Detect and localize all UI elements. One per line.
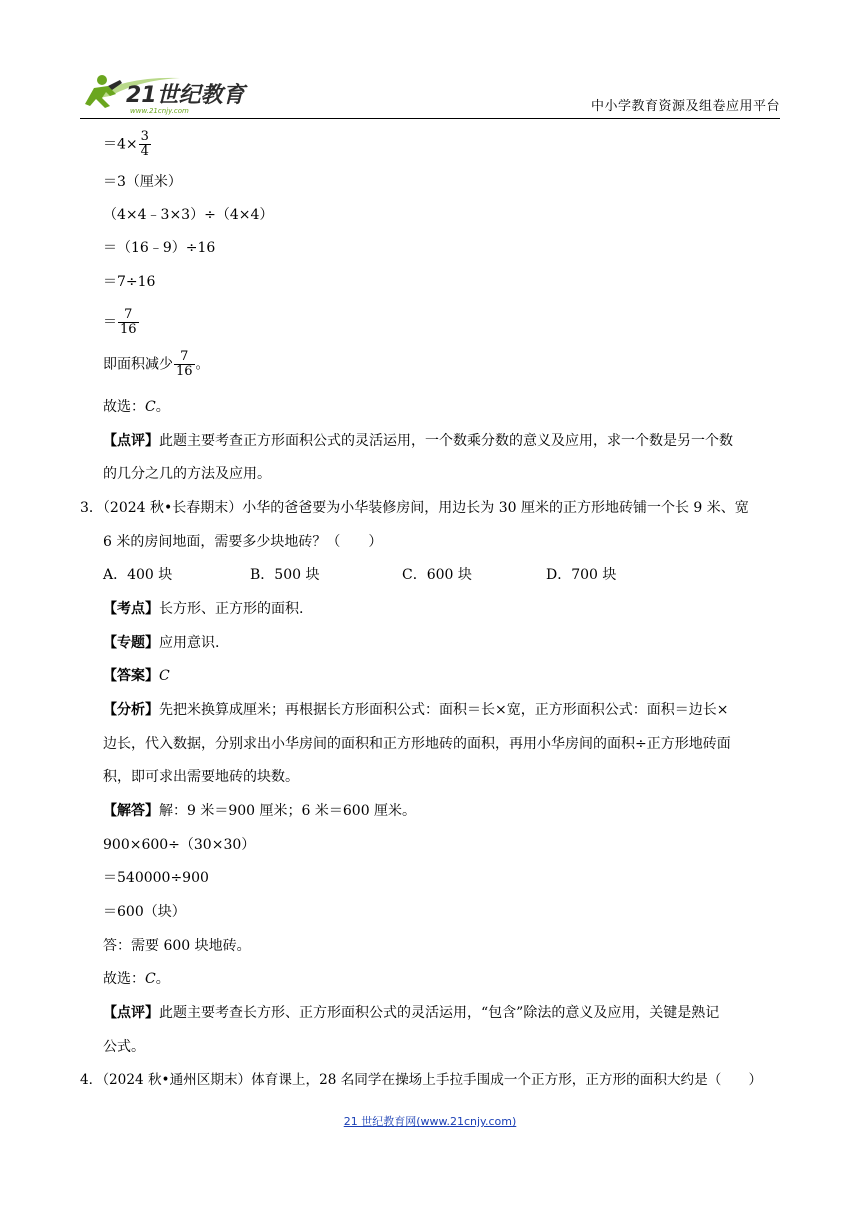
solution-answer: 答：需要 600 块地砖。 <box>103 938 251 954</box>
comment-2-line-2: 公式。 <box>103 1039 145 1055</box>
question-3-line-1: 3．（2024 秋•长春期末）小华的爸爸要为小华装修房间，用边长为 30 厘米的正方形地砖铺一个长 9 米、宽 <box>80 500 749 516</box>
option-d: D．700 块 <box>546 567 617 583</box>
kaodian-line: 【考点】长方形、正方形的面积. <box>103 601 304 617</box>
choice-line-2: 故选：C。 <box>103 971 170 987</box>
calc-line-6: ＝ $\frac{7}{16}$ <box>103 307 137 337</box>
solution-step-2: ＝540000÷900 <box>103 870 209 886</box>
page-header <box>80 66 780 119</box>
comment-line-2: 的几分之几的方法及应用。 <box>103 466 271 482</box>
calc-line-1: ＝4× $\frac{3}{4}$ <box>103 129 149 159</box>
fraction: $\frac{7}{16}$ <box>120 307 137 337</box>
platform-name: 中小学教育资源及组卷应用平台 <box>590 99 780 114</box>
footer-link[interactable]: 21 世纪教育网(www.21cnjy.com) <box>343 1115 517 1128</box>
analysis-line-1: 【分析】先把米换算成厘米；再根据长方形面积公式：面积＝长×宽，正方形面积公式：面积＝边长× <box>103 702 729 718</box>
logo-url: www.21cnjy.com <box>130 107 189 115</box>
logo-text: 21世纪教育 <box>126 83 245 108</box>
fraction: $\frac{3}{4}$ <box>140 129 149 159</box>
calc-line-3: （4×4﹣3×3）÷（4×4） <box>103 207 274 223</box>
solution-line: 【解答】解：9 米＝900 厘米；6 米＝600 厘米。 <box>103 803 417 819</box>
analysis-line-3: 积，即可求出需要地砖的块数。 <box>103 769 299 785</box>
calc-line-5: ＝7÷16 <box>103 274 156 290</box>
question-4-line-1: 4．（2024 秋•通州区期末）体育课上，28 名同学在操场上手拉手围成一个正方形，正方形的面积大约是（ ） <box>80 1072 763 1088</box>
option-c: C．600 块 <box>402 567 472 583</box>
calc-line-2: ＝3（厘米） <box>103 174 182 190</box>
site-logo <box>80 66 260 116</box>
option-a: A．400 块 <box>103 567 173 583</box>
analysis-line-2: 边长，代入数据，分别求出小华房间的面积和正方形地砖的面积，再用小华房间的面积÷正方形地砖面 <box>103 736 731 752</box>
page-footer <box>0 1113 860 1129</box>
option-b: B．500 块 <box>250 567 320 583</box>
conclusion-line: 即面积减少 $\frac{7}{16}$ 。 <box>103 349 210 379</box>
comment-line-1: 【点评】此题主要考查正方形面积公式的灵活运用，一个数乘分数的意义及应用，求一个数是另一个数 <box>103 433 733 449</box>
zhuanti-line: 【专题】应用意识. <box>103 635 220 651</box>
calc-line-4: ＝（16﹣9）÷16 <box>103 240 216 256</box>
answer-line: 【答案】C <box>103 668 170 684</box>
solution-step-3: ＝600（块） <box>103 904 186 920</box>
question-3-options <box>103 565 616 585</box>
solution-step-1: 900×600÷（30×30） <box>103 837 256 853</box>
question-3-line-2: 6 米的房间地面，需要多少块地砖？（ ） <box>103 534 383 550</box>
choice-line: 故选：C。 <box>103 399 170 415</box>
fraction: $\frac{7}{16}$ <box>176 349 193 379</box>
comment-2-line-1: 【点评】此题主要考查长方形、正方形面积公式的灵活运用，“包含”除法的意义及应用，关键是熟记 <box>103 1005 720 1021</box>
